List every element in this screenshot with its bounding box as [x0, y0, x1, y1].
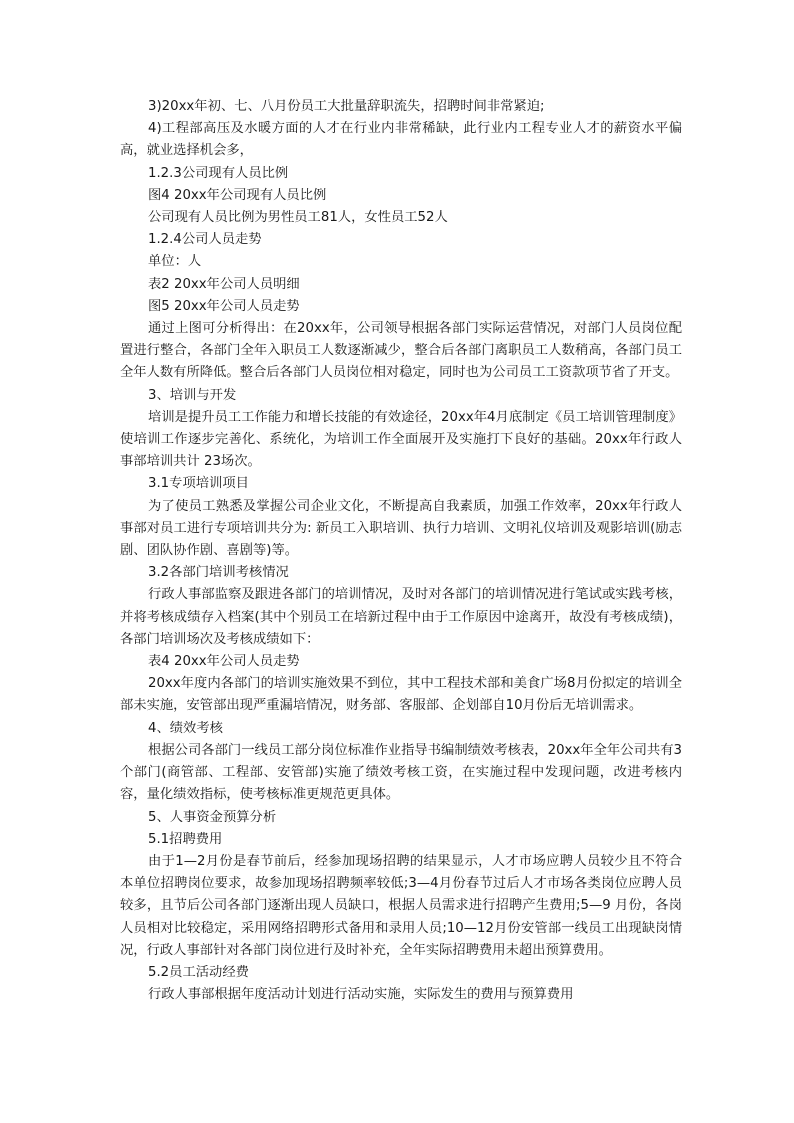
- figure-caption-4: 图4 20xx年公司现有人员比例: [148, 187, 327, 203]
- paragraph-training-effect: 20xx年度内各部门的培训实施效果不到位，其中工程技术部和美食广场8月份拟定的培训全部未实施，安管部出现严重漏培情况，财务部、客服部、企划部自10月份后无培训需求。: [120, 676, 682, 714]
- paragraph-ratio: 公司现有人员比例为男性员工81人，女性员工52人: [148, 210, 448, 226]
- paragraph-activity-cost: 行政人事部根据年度活动计划进行活动实施，实际发生的费用与预算费用: [148, 987, 574, 1003]
- section-heading-3-2: 3.2各部门培训考核情况: [148, 565, 289, 581]
- table-caption-2: 表2 20xx年公司人员明细: [148, 276, 300, 292]
- document-page: [120, 96, 682, 1006]
- section-heading-3: 3、培训与开发: [148, 387, 237, 403]
- paragraph-2: 4)工程部高压及水暖方面的人才在行业内非常稀缺，此行业内工程专业人才的薪资水平偏高，就业选择机会多，: [120, 121, 682, 159]
- paragraph-training: 培训是提升员工工作能力和增长技能的有效途径，20xx年4月底制定《员工培训管理制度》使培训工作逐步完善化、系统化，为培训工作全面展开及实施打下良好的基础。20xx年行政人事部培训共计 23场次。: [120, 409, 682, 470]
- section-heading-1-2-4: 1.2.4公司人员走势: [148, 232, 262, 248]
- unit-label: 单位：人: [148, 254, 202, 270]
- paragraph-1: 3)20xx年初、七、八月份员工大批量辞职流失，招聘时间非常紧迫;: [148, 99, 545, 114]
- figure-caption-5: 图5 20xx年公司人员走势: [148, 298, 300, 314]
- section-heading-1-2-3: 1.2.3公司现有人员比例: [148, 165, 289, 181]
- section-heading-4: 4、绩效考核: [148, 720, 223, 736]
- section-heading-5-2: 5.2员工活动经费: [148, 964, 249, 980]
- paragraph-performance: 根据公司各部门一线员工部分岗位标准作业指导书编制绩效考核表，20xx年全年公司共有3个部门(商管部、工程部、安管部)实施了绩效考核工资，在实施过程中发现问题，改进考核内容，量化绩效指标，使考核标准更规范更具体。: [120, 742, 682, 803]
- paragraph-assessment: 行政人事部监察及跟进各部门的培训情况，及时对各部门的培训情况进行笔试或实践考核，并将考核成绩存入档案(其中个别员工在培新过程中由于工作原因中途离开，故没有考核成绩)，各部门培训场次及考核成绩如下：: [120, 587, 682, 647]
- paragraph-special-training: 为了使员工熟悉及掌握公司企业文化，不断提高自我素质，加强工作效率，20xx年行政人事部对员工进行专项培训共分为: 新员工入职培训、执行力培训、文明礼仪培训及观影培训(励志剧、团队协作剧、喜剧等)等。: [120, 498, 682, 559]
- paragraph-recruitment-cost: 由于1—2月份是春节前后，经参加现场招聘的结果显示，人才市场应聘人员较少且不符合本单位招聘岗位要求，故参加现场招聘频率较低;3—4月份春节过后人才市场各类岗位应聘人员较多，且节后公司各部门逐渐出现人员缺口，根据人员需求进行招聘产生费用;5—9 月份，各岗人员相对比较稳定，采用网络招聘形式备用和录用人员;10—12月份安管部一线员工出现缺岗情况，行政人事部针对各部门岗位进行及时补充，全年实际招聘费用未超出预算费用。: [120, 853, 682, 958]
- section-heading-5: 5、人事资金预算分析: [148, 809, 277, 825]
- paragraph-analysis: 通过上图可分析得出：在20xx年，公司领导根据各部门实际运营情况，对部门人员岗位配置进行整合，各部门全年入职员工人数逐渐减少，整合后各部门离职员工人数稍高，各部门员工全年人数有所降低。整合后各部门人员岗位相对稳定，同时也为公司员工工资款项节省了开支。: [120, 321, 682, 381]
- section-heading-3-1: 3.1专项培训项目: [148, 476, 249, 492]
- table-caption-4: 表4 20xx年公司人员走势: [148, 654, 300, 670]
- section-heading-5-1: 5.1招聘费用: [148, 831, 223, 847]
